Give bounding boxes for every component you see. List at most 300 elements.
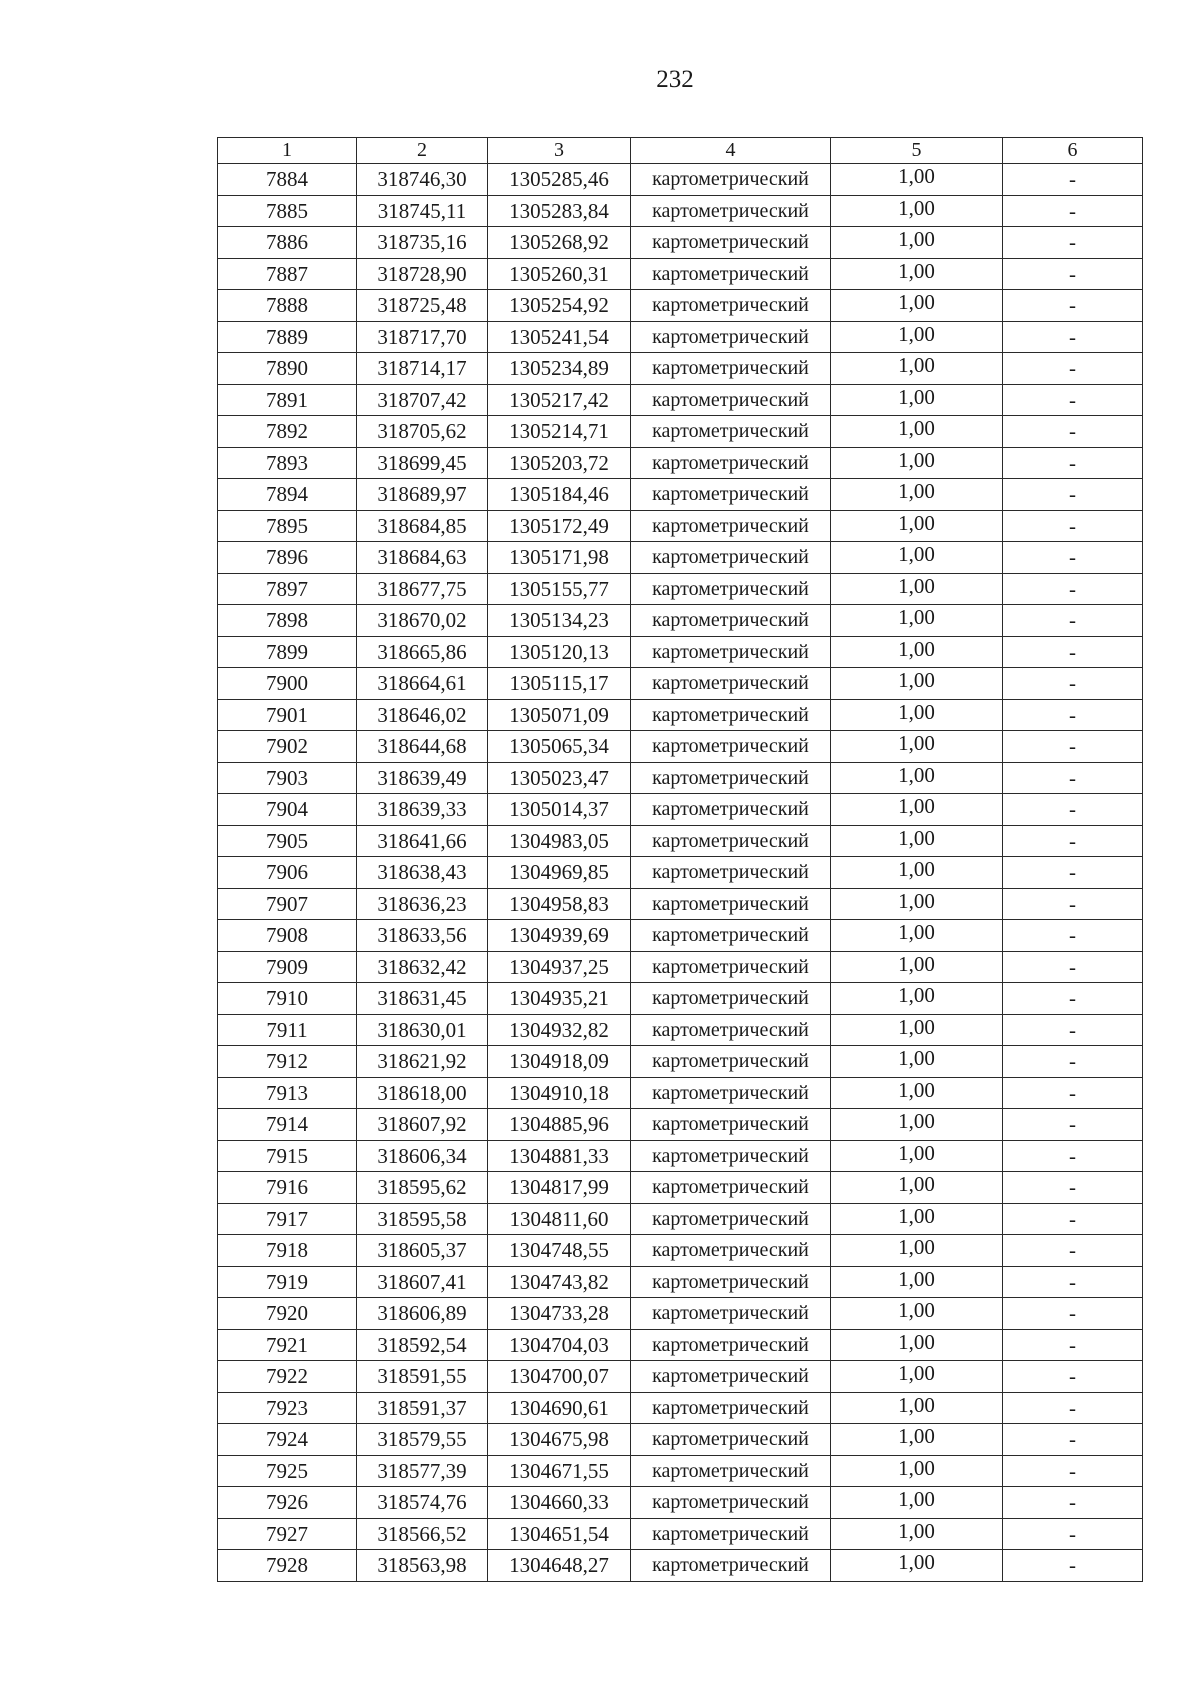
method-cell: картометрический (631, 1109, 831, 1141)
point-number-cell: 7898 (218, 605, 357, 637)
table-row (218, 510, 1143, 542)
accuracy-cell: 1,00 (831, 1014, 1003, 1046)
y-coordinate-cell: 1305184,46 (488, 479, 631, 511)
accuracy-cell: 1,00 (831, 164, 1003, 196)
y-coordinate-cell: 1304969,85 (488, 857, 631, 889)
x-coordinate-cell: 318641,66 (357, 825, 488, 857)
point-number-cell: 7916 (218, 1172, 357, 1204)
method-cell: картометрический (631, 1424, 831, 1456)
method-cell: картометрический (631, 605, 831, 637)
accuracy-cell: 1,00 (831, 731, 1003, 763)
note-cell: - (1003, 447, 1143, 479)
table-row (218, 164, 1143, 196)
y-coordinate-cell: 1305285,46 (488, 164, 631, 196)
y-coordinate-cell: 1305234,89 (488, 353, 631, 385)
note-cell: - (1003, 321, 1143, 353)
method-cell: картометрический (631, 321, 831, 353)
y-coordinate-cell: 1305241,54 (488, 321, 631, 353)
point-number-cell: 7900 (218, 668, 357, 700)
method-cell: картометрический (631, 479, 831, 511)
x-coordinate-cell: 318677,75 (357, 573, 488, 605)
y-coordinate-cell: 1305014,37 (488, 794, 631, 826)
accuracy-cell: 1,00 (831, 762, 1003, 794)
y-coordinate-cell: 1304983,05 (488, 825, 631, 857)
table-row (218, 762, 1143, 794)
point-number-cell: 7925 (218, 1455, 357, 1487)
method-cell: картометрический (631, 1487, 831, 1519)
table-row (218, 1266, 1143, 1298)
accuracy-cell: 1,00 (831, 1109, 1003, 1141)
method-cell: картометрический (631, 227, 831, 259)
note-cell: - (1003, 1077, 1143, 1109)
point-number-cell: 7884 (218, 164, 357, 196)
point-number-cell: 7914 (218, 1109, 357, 1141)
table-row (218, 1329, 1143, 1361)
note-cell: - (1003, 920, 1143, 952)
method-cell: картометрический (631, 731, 831, 763)
table-row (218, 1109, 1143, 1141)
point-number-cell: 7913 (218, 1077, 357, 1109)
accuracy-cell: 1,00 (831, 510, 1003, 542)
accuracy-cell: 1,00 (831, 573, 1003, 605)
x-coordinate-cell: 318684,63 (357, 542, 488, 574)
table-row (218, 668, 1143, 700)
point-number-cell: 7901 (218, 699, 357, 731)
note-cell: - (1003, 227, 1143, 259)
method-cell: картометрический (631, 762, 831, 794)
accuracy-cell: 1,00 (831, 479, 1003, 511)
accuracy-cell: 1,00 (831, 1455, 1003, 1487)
table-row (218, 1424, 1143, 1456)
y-coordinate-cell: 1304937,25 (488, 951, 631, 983)
x-coordinate-cell: 318579,55 (357, 1424, 488, 1456)
y-coordinate-cell: 1304733,28 (488, 1298, 631, 1330)
accuracy-cell: 1,00 (831, 1424, 1003, 1456)
method-cell: картометрический (631, 542, 831, 574)
note-cell: - (1003, 1392, 1143, 1424)
x-coordinate-cell: 318577,39 (357, 1455, 488, 1487)
table-row (218, 699, 1143, 731)
x-coordinate-cell: 318632,42 (357, 951, 488, 983)
method-cell: картометрический (631, 1203, 831, 1235)
note-cell: - (1003, 762, 1143, 794)
y-coordinate-cell: 1304648,27 (488, 1550, 631, 1582)
accuracy-cell: 1,00 (831, 258, 1003, 290)
x-coordinate-cell: 318631,45 (357, 983, 488, 1015)
table-row (218, 1014, 1143, 1046)
table-row (218, 479, 1143, 511)
point-number-cell: 7910 (218, 983, 357, 1015)
point-number-cell: 7915 (218, 1140, 357, 1172)
method-cell: картометрический (631, 258, 831, 290)
column-header: 3 (488, 138, 631, 164)
y-coordinate-cell: 1305254,92 (488, 290, 631, 322)
x-coordinate-cell: 318566,52 (357, 1518, 488, 1550)
point-number-cell: 7920 (218, 1298, 357, 1330)
y-coordinate-cell: 1304704,03 (488, 1329, 631, 1361)
y-coordinate-cell: 1304885,96 (488, 1109, 631, 1141)
column-header: 5 (831, 138, 1003, 164)
note-cell: - (1003, 605, 1143, 637)
table-row (218, 920, 1143, 952)
point-number-cell: 7902 (218, 731, 357, 763)
y-coordinate-cell: 1305155,77 (488, 573, 631, 605)
point-number-cell: 7917 (218, 1203, 357, 1235)
method-cell: картометрический (631, 416, 831, 448)
accuracy-cell: 1,00 (831, 636, 1003, 668)
accuracy-cell: 1,00 (831, 416, 1003, 448)
note-cell: - (1003, 1329, 1143, 1361)
point-number-cell: 7899 (218, 636, 357, 668)
point-number-cell: 7907 (218, 888, 357, 920)
point-number-cell: 7927 (218, 1518, 357, 1550)
accuracy-cell: 1,00 (831, 195, 1003, 227)
note-cell: - (1003, 1014, 1143, 1046)
x-coordinate-cell: 318607,92 (357, 1109, 488, 1141)
table-row (218, 447, 1143, 479)
method-cell: картометрический (631, 1329, 831, 1361)
table-row (218, 353, 1143, 385)
accuracy-cell: 1,00 (831, 1550, 1003, 1582)
accuracy-cell: 1,00 (831, 668, 1003, 700)
note-cell: - (1003, 1455, 1143, 1487)
accuracy-cell: 1,00 (831, 888, 1003, 920)
y-coordinate-cell: 1305065,34 (488, 731, 631, 763)
accuracy-cell: 1,00 (831, 1203, 1003, 1235)
point-number-cell: 7887 (218, 258, 357, 290)
x-coordinate-cell: 318618,00 (357, 1077, 488, 1109)
table-row (218, 857, 1143, 889)
note-cell: - (1003, 1298, 1143, 1330)
note-cell: - (1003, 983, 1143, 1015)
y-coordinate-cell: 1304958,83 (488, 888, 631, 920)
method-cell: картометрический (631, 857, 831, 889)
table-row (218, 1140, 1143, 1172)
y-coordinate-cell: 1305214,71 (488, 416, 631, 448)
method-cell: картометрический (631, 447, 831, 479)
x-coordinate-cell: 318638,43 (357, 857, 488, 889)
method-cell: картометрический (631, 1518, 831, 1550)
x-coordinate-cell: 318699,45 (357, 447, 488, 479)
point-number-cell: 7904 (218, 794, 357, 826)
x-coordinate-cell: 318684,85 (357, 510, 488, 542)
note-cell: - (1003, 1235, 1143, 1267)
x-coordinate-cell: 318607,41 (357, 1266, 488, 1298)
y-coordinate-cell: 1304817,99 (488, 1172, 631, 1204)
note-cell: - (1003, 384, 1143, 416)
y-coordinate-cell: 1304811,60 (488, 1203, 631, 1235)
accuracy-cell: 1,00 (831, 1298, 1003, 1330)
x-coordinate-cell: 318664,61 (357, 668, 488, 700)
table-row (218, 605, 1143, 637)
table-row (218, 195, 1143, 227)
table-row (218, 1235, 1143, 1267)
note-cell: - (1003, 416, 1143, 448)
note-cell: - (1003, 573, 1143, 605)
y-coordinate-cell: 1305134,23 (488, 605, 631, 637)
table-row (218, 951, 1143, 983)
table-row (218, 1361, 1143, 1393)
x-coordinate-cell: 318717,70 (357, 321, 488, 353)
note-cell: - (1003, 668, 1143, 700)
table-row (218, 1172, 1143, 1204)
table-row (218, 731, 1143, 763)
method-cell: картометрический (631, 164, 831, 196)
x-coordinate-cell: 318707,42 (357, 384, 488, 416)
method-cell: картометрический (631, 951, 831, 983)
accuracy-cell: 1,00 (831, 447, 1003, 479)
accuracy-cell: 1,00 (831, 227, 1003, 259)
y-coordinate-cell: 1305023,47 (488, 762, 631, 794)
table-row (218, 1203, 1143, 1235)
method-cell: картометрический (631, 636, 831, 668)
accuracy-cell: 1,00 (831, 951, 1003, 983)
method-cell: картометрический (631, 573, 831, 605)
x-coordinate-cell: 318591,37 (357, 1392, 488, 1424)
accuracy-cell: 1,00 (831, 1266, 1003, 1298)
x-coordinate-cell: 318606,89 (357, 1298, 488, 1330)
table-row (218, 1392, 1143, 1424)
x-coordinate-cell: 318644,68 (357, 731, 488, 763)
point-number-cell: 7886 (218, 227, 357, 259)
y-coordinate-cell: 1304881,33 (488, 1140, 631, 1172)
point-number-cell: 7890 (218, 353, 357, 385)
method-cell: картометрический (631, 1361, 831, 1393)
table-row (218, 542, 1143, 574)
page-number: 232 (656, 66, 694, 93)
table-row (218, 794, 1143, 826)
point-number-cell: 7897 (218, 573, 357, 605)
x-coordinate-cell: 318735,16 (357, 227, 488, 259)
method-cell: картометрический (631, 195, 831, 227)
accuracy-cell: 1,00 (831, 1077, 1003, 1109)
accuracy-cell: 1,00 (831, 1487, 1003, 1519)
accuracy-cell: 1,00 (831, 384, 1003, 416)
y-coordinate-cell: 1305268,92 (488, 227, 631, 259)
point-number-cell: 7892 (218, 416, 357, 448)
y-coordinate-cell: 1304935,21 (488, 983, 631, 1015)
table-row (218, 983, 1143, 1015)
x-coordinate-cell: 318665,86 (357, 636, 488, 668)
accuracy-cell: 1,00 (831, 794, 1003, 826)
x-coordinate-cell: 318705,62 (357, 416, 488, 448)
table-row (218, 290, 1143, 322)
y-coordinate-cell: 1305120,13 (488, 636, 631, 668)
column-header: 2 (357, 138, 488, 164)
table-row (218, 573, 1143, 605)
column-header: 6 (1003, 138, 1143, 164)
point-number-cell: 7909 (218, 951, 357, 983)
accuracy-cell: 1,00 (831, 1329, 1003, 1361)
note-cell: - (1003, 290, 1143, 322)
note-cell: - (1003, 1487, 1143, 1519)
x-coordinate-cell: 318714,17 (357, 353, 488, 385)
accuracy-cell: 1,00 (831, 321, 1003, 353)
method-cell: картометрический (631, 1298, 831, 1330)
point-number-cell: 7922 (218, 1361, 357, 1393)
note-cell: - (1003, 542, 1143, 574)
point-number-cell: 7894 (218, 479, 357, 511)
y-coordinate-cell: 1305071,09 (488, 699, 631, 731)
accuracy-cell: 1,00 (831, 983, 1003, 1015)
accuracy-cell: 1,00 (831, 290, 1003, 322)
point-number-cell: 7903 (218, 762, 357, 794)
y-coordinate-cell: 1304932,82 (488, 1014, 631, 1046)
table-row (218, 1046, 1143, 1078)
note-cell: - (1003, 1172, 1143, 1204)
note-cell: - (1003, 1361, 1143, 1393)
note-cell: - (1003, 1046, 1143, 1078)
column-header: 4 (631, 138, 831, 164)
x-coordinate-cell: 318670,02 (357, 605, 488, 637)
point-number-cell: 7918 (218, 1235, 357, 1267)
column-header: 1 (218, 138, 357, 164)
y-coordinate-cell: 1305217,42 (488, 384, 631, 416)
accuracy-cell: 1,00 (831, 825, 1003, 857)
method-cell: картометрический (631, 290, 831, 322)
accuracy-cell: 1,00 (831, 1361, 1003, 1393)
table-row (218, 1518, 1143, 1550)
accuracy-cell: 1,00 (831, 353, 1003, 385)
point-number-cell: 7908 (218, 920, 357, 952)
table-row (218, 1455, 1143, 1487)
accuracy-cell: 1,00 (831, 1172, 1003, 1204)
x-coordinate-cell: 318574,76 (357, 1487, 488, 1519)
accuracy-cell: 1,00 (831, 542, 1003, 574)
point-number-cell: 7905 (218, 825, 357, 857)
point-number-cell: 7893 (218, 447, 357, 479)
method-cell: картометрический (631, 825, 831, 857)
y-coordinate-cell: 1304671,55 (488, 1455, 631, 1487)
note-cell: - (1003, 258, 1143, 290)
table-row (218, 321, 1143, 353)
note-cell: - (1003, 636, 1143, 668)
method-cell: картометрический (631, 668, 831, 700)
accuracy-cell: 1,00 (831, 1140, 1003, 1172)
x-coordinate-cell: 318606,34 (357, 1140, 488, 1172)
method-cell: картометрический (631, 510, 831, 542)
note-cell: - (1003, 888, 1143, 920)
point-number-cell: 7896 (218, 542, 357, 574)
method-cell: картометрический (631, 1266, 831, 1298)
y-coordinate-cell: 1305260,31 (488, 258, 631, 290)
y-coordinate-cell: 1305203,72 (488, 447, 631, 479)
table-row (218, 636, 1143, 668)
x-coordinate-cell: 318689,97 (357, 479, 488, 511)
x-coordinate-cell: 318636,23 (357, 888, 488, 920)
note-cell: - (1003, 951, 1143, 983)
note-cell: - (1003, 1266, 1143, 1298)
x-coordinate-cell: 318592,54 (357, 1329, 488, 1361)
point-number-cell: 7889 (218, 321, 357, 353)
accuracy-cell: 1,00 (831, 1392, 1003, 1424)
table-row (218, 384, 1143, 416)
point-number-cell: 7919 (218, 1266, 357, 1298)
point-number-cell: 7906 (218, 857, 357, 889)
note-cell: - (1003, 1203, 1143, 1235)
x-coordinate-cell: 318725,48 (357, 290, 488, 322)
method-cell: картометрический (631, 888, 831, 920)
table-row (218, 1298, 1143, 1330)
y-coordinate-cell: 1304748,55 (488, 1235, 631, 1267)
note-cell: - (1003, 1140, 1143, 1172)
method-cell: картометрический (631, 1077, 831, 1109)
accuracy-cell: 1,00 (831, 1046, 1003, 1078)
accuracy-cell: 1,00 (831, 1518, 1003, 1550)
accuracy-cell: 1,00 (831, 857, 1003, 889)
method-cell: картометрический (631, 1235, 831, 1267)
point-number-cell: 7911 (218, 1014, 357, 1046)
note-cell: - (1003, 1424, 1143, 1456)
y-coordinate-cell: 1305171,98 (488, 542, 631, 574)
table-header-row (218, 138, 1143, 164)
note-cell: - (1003, 1518, 1143, 1550)
method-cell: картометрический (631, 1172, 831, 1204)
note-cell: - (1003, 510, 1143, 542)
y-coordinate-cell: 1305115,17 (488, 668, 631, 700)
method-cell: картометрический (631, 1550, 831, 1582)
x-coordinate-cell: 318646,02 (357, 699, 488, 731)
note-cell: - (1003, 731, 1143, 763)
table-row (218, 416, 1143, 448)
method-cell: картометрический (631, 794, 831, 826)
note-cell: - (1003, 353, 1143, 385)
point-number-cell: 7885 (218, 195, 357, 227)
method-cell: картометрический (631, 699, 831, 731)
method-cell: картометрический (631, 1014, 831, 1046)
method-cell: картометрический (631, 353, 831, 385)
x-coordinate-cell: 318630,01 (357, 1014, 488, 1046)
x-coordinate-cell: 318621,92 (357, 1046, 488, 1078)
y-coordinate-cell: 1304939,69 (488, 920, 631, 952)
y-coordinate-cell: 1304743,82 (488, 1266, 631, 1298)
table-body (218, 164, 1143, 1582)
table-row (218, 1550, 1143, 1582)
coordinates-table (217, 137, 1143, 1582)
x-coordinate-cell: 318639,49 (357, 762, 488, 794)
point-number-cell: 7926 (218, 1487, 357, 1519)
note-cell: - (1003, 164, 1143, 196)
point-number-cell: 7912 (218, 1046, 357, 1078)
y-coordinate-cell: 1304651,54 (488, 1518, 631, 1550)
method-cell: картометрический (631, 1455, 831, 1487)
accuracy-cell: 1,00 (831, 605, 1003, 637)
method-cell: картометрический (631, 983, 831, 1015)
accuracy-cell: 1,00 (831, 920, 1003, 952)
note-cell: - (1003, 1550, 1143, 1582)
table-row (218, 1487, 1143, 1519)
y-coordinate-cell: 1305172,49 (488, 510, 631, 542)
x-coordinate-cell: 318591,55 (357, 1361, 488, 1393)
x-coordinate-cell: 318746,30 (357, 164, 488, 196)
method-cell: картометрический (631, 1392, 831, 1424)
table-row (218, 258, 1143, 290)
table-row (218, 825, 1143, 857)
y-coordinate-cell: 1304660,33 (488, 1487, 631, 1519)
note-cell: - (1003, 794, 1143, 826)
method-cell: картометрический (631, 1140, 831, 1172)
x-coordinate-cell: 318595,62 (357, 1172, 488, 1204)
x-coordinate-cell: 318563,98 (357, 1550, 488, 1582)
point-number-cell: 7888 (218, 290, 357, 322)
table-row (218, 227, 1143, 259)
method-cell: картометрический (631, 920, 831, 952)
note-cell: - (1003, 479, 1143, 511)
point-number-cell: 7928 (218, 1550, 357, 1582)
y-coordinate-cell: 1305283,84 (488, 195, 631, 227)
y-coordinate-cell: 1304910,18 (488, 1077, 631, 1109)
y-coordinate-cell: 1304918,09 (488, 1046, 631, 1078)
